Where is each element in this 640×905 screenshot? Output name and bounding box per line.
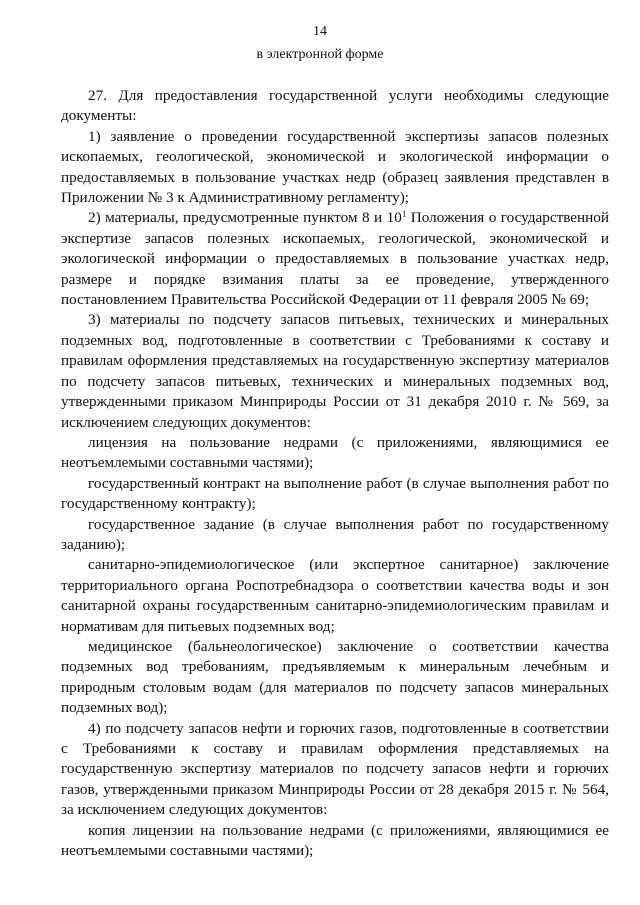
exclusion-license-copy: копия лицензии на пользование недрами (с приложениями, являющимися ее неотъемлемыми составными частями); bbox=[61, 821, 609, 860]
exclusion-state-contract: государственный контракт на выполнение работ (в случае выполнения работ по государственному контракту); bbox=[61, 474, 609, 513]
exclusion-license: лицензия на пользование недрами (с приложениями, являющимися ее неотъемлемыми составными частями); bbox=[61, 433, 609, 472]
document-body bbox=[61, 86, 609, 861]
exclusion-medical-conclusion: медицинское (бальнеологическое) заключение о соответствии качества подземных вод требованиям, предъявляемым к минеральным лечебным и природным столовым водам (для материалов по подсчету запасов минеральных подземных вод); bbox=[61, 637, 609, 717]
item-4-oil-gas-materials: 4) по подсчету запасов нефти и горючих газов, подготовленные в соответствии с Требованиями к составу и правилам оформления представляемых на государственную экспертизу материалов по подсчету запасов нефти и горючих газов, утвержденными приказом Минприроды России от 28 декабря 2015 г. № 564, за исключением следующих документов: bbox=[61, 719, 609, 819]
item-1-application: 1) заявление о проведении государственной экспертизы запасов полезных ископаемых, геологической, экономической и экологической информации о предоставляемых в пользование участках недр (образец заявления представлен в Приложении № 3 к Административному регламенту); bbox=[61, 127, 609, 207]
exclusion-sanitary-conclusion: санитарно-эпидемиологическое (или экспертное санитарное) заключение территориального органа Роспотребнадзора о соответствии качества воды и зон санитарной охраны государственным санитарно-эпидемиологическим правилам и нормативам для питьевых подземных вод; bbox=[61, 556, 609, 635]
superscript-1: 1 bbox=[401, 209, 407, 220]
paragraph-27: 27. Для предоставления государственной услуги необходимы следующие документы: bbox=[61, 87, 609, 125]
item-2-text-start: материалы, предусмотренные пунктом 8 и 10 bbox=[105, 209, 402, 227]
item-2-text-end: Положения о государственной экспертизе запасов полезных ископаемых, геологической, экономической и экологической информации о предоставляемых в пользование участках недр, размере и порядке взимания платы за ее проведение, утвержденного постановлением Правительства Российской Федерации от 11 февраля 2005 № 69; bbox=[61, 209, 610, 309]
continuation-line: в электронной форме bbox=[256, 47, 384, 62]
item-3-groundwater-materials: 3) материалы по подсчету запасов питьевых, технических и минеральных подземных вод, подготовленные в соответствии с Требованиями к составу и правилам оформления представляемых на государственную экспертизу материалов по подсчету запасов питьевых, технических и минеральных подземных вод, утвержденными приказом Минприроды России от 31 декабря 2010 г. № 569, за исключением следующих документов: bbox=[61, 311, 609, 431]
exclusion-state-assignment: государственное задание (в случае выполнения работ по государственному заданию); bbox=[61, 515, 609, 553]
page-number: 14 bbox=[313, 24, 327, 39]
item-2-number: 2) bbox=[88, 209, 101, 227]
item-2-materials bbox=[61, 208, 609, 310]
